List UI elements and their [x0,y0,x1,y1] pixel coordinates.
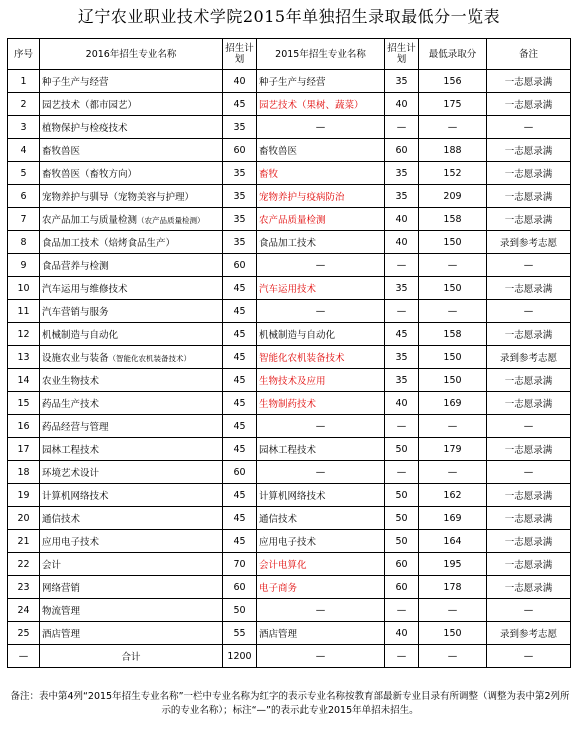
cell-min-score: 188 [419,139,487,162]
cell-major-2015: 宠物养护与疫病防治 [257,185,385,208]
cell-plan-2016: 40 [223,70,257,93]
cell-remark: — [487,300,571,323]
cell-plan-2016: 45 [223,415,257,438]
cell-plan-2015: — [385,599,419,622]
cell-remark: — [487,254,571,277]
major-2016-name: 网络营销 [42,583,81,594]
cell-major-2015: — [257,599,385,622]
cell-major-2015: 机械制造与自动化 [257,323,385,346]
cell-major-2016 [40,254,223,277]
cell-plan-2015: 40 [385,231,419,254]
cell-plan-2015: 35 [385,162,419,185]
cell-major-2016 [40,530,223,553]
major-2016-name: 计算机网络技术 [42,491,109,502]
cell-major-2016 [40,553,223,576]
cell-seq: 4 [8,139,40,162]
cell-plan-2015: 35 [385,185,419,208]
cell-major-2015: — [257,300,385,323]
cell-plan-2016: 60 [223,576,257,599]
cell-major-2015: — [257,116,385,139]
cell-plan-2016: 45 [223,323,257,346]
cell-plan-2015: 50 [385,507,419,530]
cell-major-2016 [40,438,223,461]
cell-remark: 一志愿录满 [487,369,571,392]
major-2016-sub: （农产品质量检测） [137,216,205,225]
total-plan-2015: — [385,645,419,668]
cell-min-score: — [419,461,487,484]
major-2016-name: 食品加工技术（焙烤食品生产） [42,238,176,249]
cell-plan-2016: 45 [223,438,257,461]
cell-plan-2015: — [385,461,419,484]
cell-seq: 12 [8,323,40,346]
cell-seq: 2 [8,93,40,116]
cell-min-score: 158 [419,323,487,346]
cell-plan-2016: 45 [223,484,257,507]
major-2016-name: 园艺技术（都市园艺） [42,100,138,111]
cell-major-2015: 种子生产与经营 [257,70,385,93]
cell-min-score: — [419,254,487,277]
cell-plan-2016: 70 [223,553,257,576]
table-row [8,553,571,576]
header-min-score: 最低录取分 [419,39,487,70]
cell-major-2015: 计算机网络技术 [257,484,385,507]
cell-seq: 19 [8,484,40,507]
cell-seq: 20 [8,507,40,530]
cell-major-2015: — [257,415,385,438]
cell-major-2016 [40,231,223,254]
cell-major-2016 [40,70,223,93]
table-body [8,70,571,668]
cell-min-score: 164 [419,530,487,553]
major-2016-name: 园林工程技术 [42,445,100,456]
cell-major-2016 [40,185,223,208]
cell-plan-2015: 50 [385,530,419,553]
cell-min-score: 169 [419,392,487,415]
cell-remark: 录到参考志愿 [487,346,571,369]
cell-min-score: 158 [419,208,487,231]
cell-min-score: 150 [419,369,487,392]
cell-plan-2016: 45 [223,507,257,530]
page-title: 辽宁农业职业技术学院2015年单独招生录取最低分一览表 [77,7,501,26]
header-remark: 备注 [487,39,571,70]
cell-seq: 13 [8,346,40,369]
table-row [8,530,571,553]
cell-seq: 23 [8,576,40,599]
cell-plan-2015: 35 [385,369,419,392]
cell-major-2016 [40,576,223,599]
cell-plan-2016: 45 [223,530,257,553]
cell-remark: 一志愿录满 [487,208,571,231]
cell-min-score: — [419,415,487,438]
table-row [8,254,571,277]
cell-plan-2016: 45 [223,346,257,369]
cell-min-score: 175 [419,93,487,116]
table-row [8,438,571,461]
total-seq: — [8,645,40,668]
major-2016-name: 种子生产与经营 [42,77,109,88]
cell-major-2015: — [257,461,385,484]
cell-remark: 一志愿录满 [487,438,571,461]
table-row [8,461,571,484]
table-row [8,415,571,438]
cell-min-score: — [419,300,487,323]
cell-remark: 一志愿录满 [487,93,571,116]
cell-remark: 一志愿录满 [487,277,571,300]
cell-min-score: 150 [419,277,487,300]
cell-plan-2015: 45 [385,323,419,346]
major-2016-name: 药品经营与管理 [42,422,109,433]
total-row [8,645,571,668]
major-2016-name: 汽车运用与维修技术 [42,284,128,295]
table-row [8,300,571,323]
cell-remark: — [487,599,571,622]
cell-plan-2015: 60 [385,553,419,576]
cell-major-2016 [40,323,223,346]
cell-plan-2016: 45 [223,392,257,415]
table-row [8,185,571,208]
table-row [8,277,571,300]
cell-seq: 25 [8,622,40,645]
cell-plan-2016: 35 [223,185,257,208]
cell-min-score: 209 [419,185,487,208]
cell-major-2016 [40,392,223,415]
cell-seq: 6 [8,185,40,208]
cell-major-2015: 生物技术及应用 [257,369,385,392]
header-plan-2016: 招生计划 [223,39,257,70]
cell-major-2016 [40,415,223,438]
header-major-2016: 2016年招生专业名称 [40,39,223,70]
major-2016-sub: （智能化农机装备技术） [108,354,192,363]
cell-min-score: 169 [419,507,487,530]
cell-seq: 11 [8,300,40,323]
cell-plan-2015: 50 [385,484,419,507]
cell-major-2015: 园艺技术（果树、蔬菜） [257,93,385,116]
cell-seq: 7 [8,208,40,231]
cell-min-score: 152 [419,162,487,185]
cell-plan-2015: — [385,254,419,277]
cell-plan-2016: 35 [223,231,257,254]
cell-plan-2016: 55 [223,622,257,645]
cell-plan-2015: — [385,300,419,323]
cell-plan-2015: 35 [385,346,419,369]
cell-major-2016 [40,622,223,645]
cell-major-2016 [40,277,223,300]
cell-major-2016 [40,507,223,530]
cell-min-score: 162 [419,484,487,507]
cell-major-2016 [40,93,223,116]
cell-min-score: 150 [419,231,487,254]
cell-seq: 1 [8,70,40,93]
major-2016-name: 植物保护与检疫技术 [42,123,128,134]
cell-plan-2016: 60 [223,461,257,484]
cell-major-2015: 食品加工技术 [257,231,385,254]
major-2016-name: 畜牧兽医 [42,146,81,157]
cell-plan-2015: — [385,415,419,438]
table-row [8,208,571,231]
cell-seq: 21 [8,530,40,553]
total-label: 合计 [40,645,223,668]
total-score: — [419,645,487,668]
cell-plan-2016: 45 [223,369,257,392]
cell-plan-2016: 50 [223,599,257,622]
cell-remark: — [487,116,571,139]
header-major-2015: 2015年招生专业名称 [257,39,385,70]
cell-remark: 一志愿录满 [487,530,571,553]
cell-min-score: 150 [419,346,487,369]
cell-remark: 一志愿录满 [487,576,571,599]
major-2016-name: 机械制造与自动化 [42,330,119,341]
cell-major-2016 [40,208,223,231]
cell-major-2016 [40,139,223,162]
table-row [8,576,571,599]
cell-plan-2016: 35 [223,116,257,139]
cell-major-2015: 畜牧兽医 [257,139,385,162]
cell-seq: 16 [8,415,40,438]
cell-min-score: 179 [419,438,487,461]
major-2016-name: 汽车营销与服务 [42,307,109,318]
table-row [8,369,571,392]
cell-plan-2015: 40 [385,208,419,231]
cell-plan-2016: 35 [223,208,257,231]
major-2016-name: 宠物养护与驯导（宠物美容与护理） [42,192,195,203]
cell-plan-2016: 35 [223,162,257,185]
cell-major-2015: 通信技术 [257,507,385,530]
cell-major-2016 [40,461,223,484]
cell-remark: 一志愿录满 [487,553,571,576]
cell-remark: 一志愿录满 [487,507,571,530]
admission-table [7,38,571,668]
major-2016-name: 通信技术 [42,514,81,525]
cell-major-2015: 酒店管理 [257,622,385,645]
cell-seq: 10 [8,277,40,300]
cell-seq: 24 [8,599,40,622]
cell-major-2016 [40,346,223,369]
major-2016-name: 农产品加工与质量检测 [42,215,138,226]
cell-seq: 17 [8,438,40,461]
header-seq: 序号 [8,39,40,70]
table-row [8,599,571,622]
table-row [8,392,571,415]
cell-major-2016 [40,599,223,622]
cell-major-2015: 园林工程技术 [257,438,385,461]
cell-min-score: 156 [419,70,487,93]
major-2016-name: 畜牧兽医（畜牧方向） [42,169,138,180]
major-2016-name: 农业生物技术 [42,376,100,387]
cell-plan-2015: 35 [385,70,419,93]
total-major-2015: — [257,645,385,668]
cell-major-2015: — [257,254,385,277]
cell-seq: 8 [8,231,40,254]
cell-remark: 一志愿录满 [487,185,571,208]
cell-remark: 一志愿录满 [487,484,571,507]
cell-plan-2015: 35 [385,277,419,300]
major-2016-name: 酒店管理 [42,629,81,640]
total-plan: 1200 [223,645,257,668]
major-2016-name: 食品营养与检测 [42,261,109,272]
total-remark: — [487,645,571,668]
cell-seq: 22 [8,553,40,576]
table-row [8,346,571,369]
cell-remark: 一志愿录满 [487,139,571,162]
cell-plan-2015: 40 [385,392,419,415]
cell-seq: 3 [8,116,40,139]
cell-plan-2015: — [385,116,419,139]
cell-remark: 一志愿录满 [487,323,571,346]
cell-remark: 录到参考志愿 [487,622,571,645]
table-row [8,139,571,162]
cell-plan-2015: 50 [385,438,419,461]
cell-seq: 15 [8,392,40,415]
cell-plan-2015: 60 [385,139,419,162]
cell-major-2015: 电子商务 [257,576,385,599]
cell-seq: 5 [8,162,40,185]
table-row [8,231,571,254]
cell-remark: 录到参考志愿 [487,231,571,254]
cell-plan-2015: 40 [385,622,419,645]
header-plan-2015: 招生计划 [385,39,419,70]
cell-plan-2016: 45 [223,300,257,323]
table-row [8,507,571,530]
cell-major-2015: 汽车运用技术 [257,277,385,300]
cell-min-score: 195 [419,553,487,576]
cell-major-2015: 生物制药技术 [257,392,385,415]
cell-min-score: — [419,599,487,622]
table-row [8,93,571,116]
cell-plan-2016: 60 [223,254,257,277]
cell-major-2016 [40,116,223,139]
table-row [8,323,571,346]
major-2016-name: 环境艺术设计 [42,468,100,479]
cell-plan-2015: 60 [385,576,419,599]
cell-seq: 9 [8,254,40,277]
major-2016-name: 物流管理 [42,606,81,617]
table-header-row [8,39,571,70]
cell-seq: 14 [8,369,40,392]
major-2016-name: 应用电子技术 [42,537,100,548]
cell-major-2015: 农产品质量检测 [257,208,385,231]
major-2016-name: 药品生产技术 [42,399,100,410]
cell-major-2016 [40,162,223,185]
table-row [8,622,571,645]
cell-remark: — [487,461,571,484]
table-row [8,116,571,139]
cell-plan-2015: 40 [385,93,419,116]
cell-major-2015: 智能化农机装备技术 [257,346,385,369]
cell-plan-2016: 60 [223,139,257,162]
cell-plan-2016: 45 [223,93,257,116]
cell-major-2015: 畜牧 [257,162,385,185]
cell-major-2015: 会计电算化 [257,553,385,576]
cell-remark: 一志愿录满 [487,162,571,185]
cell-major-2016 [40,484,223,507]
major-2016-name: 设施农业与装备 [42,353,109,364]
cell-seq: 18 [8,461,40,484]
footnote: 备注：表中第4列“2015年招生专业名称”一栏中专业名称为红字的表示专业名称按教育部最新专业目录有所调整（调整为表中第2列所示的专业名称）；标注“—”的表示此专业2015年单招未招生。 [10,691,570,716]
cell-remark: 一志愿录满 [487,392,571,415]
cell-major-2015: 应用电子技术 [257,530,385,553]
cell-plan-2016: 45 [223,277,257,300]
table-row [8,484,571,507]
cell-min-score: — [419,116,487,139]
cell-major-2016 [40,300,223,323]
cell-remark: 一志愿录满 [487,70,571,93]
cell-min-score: 178 [419,576,487,599]
cell-major-2016 [40,369,223,392]
cell-remark: — [487,415,571,438]
table-row [8,162,571,185]
cell-min-score: 150 [419,622,487,645]
table-row [8,70,571,93]
major-2016-name: 会计 [42,560,62,571]
